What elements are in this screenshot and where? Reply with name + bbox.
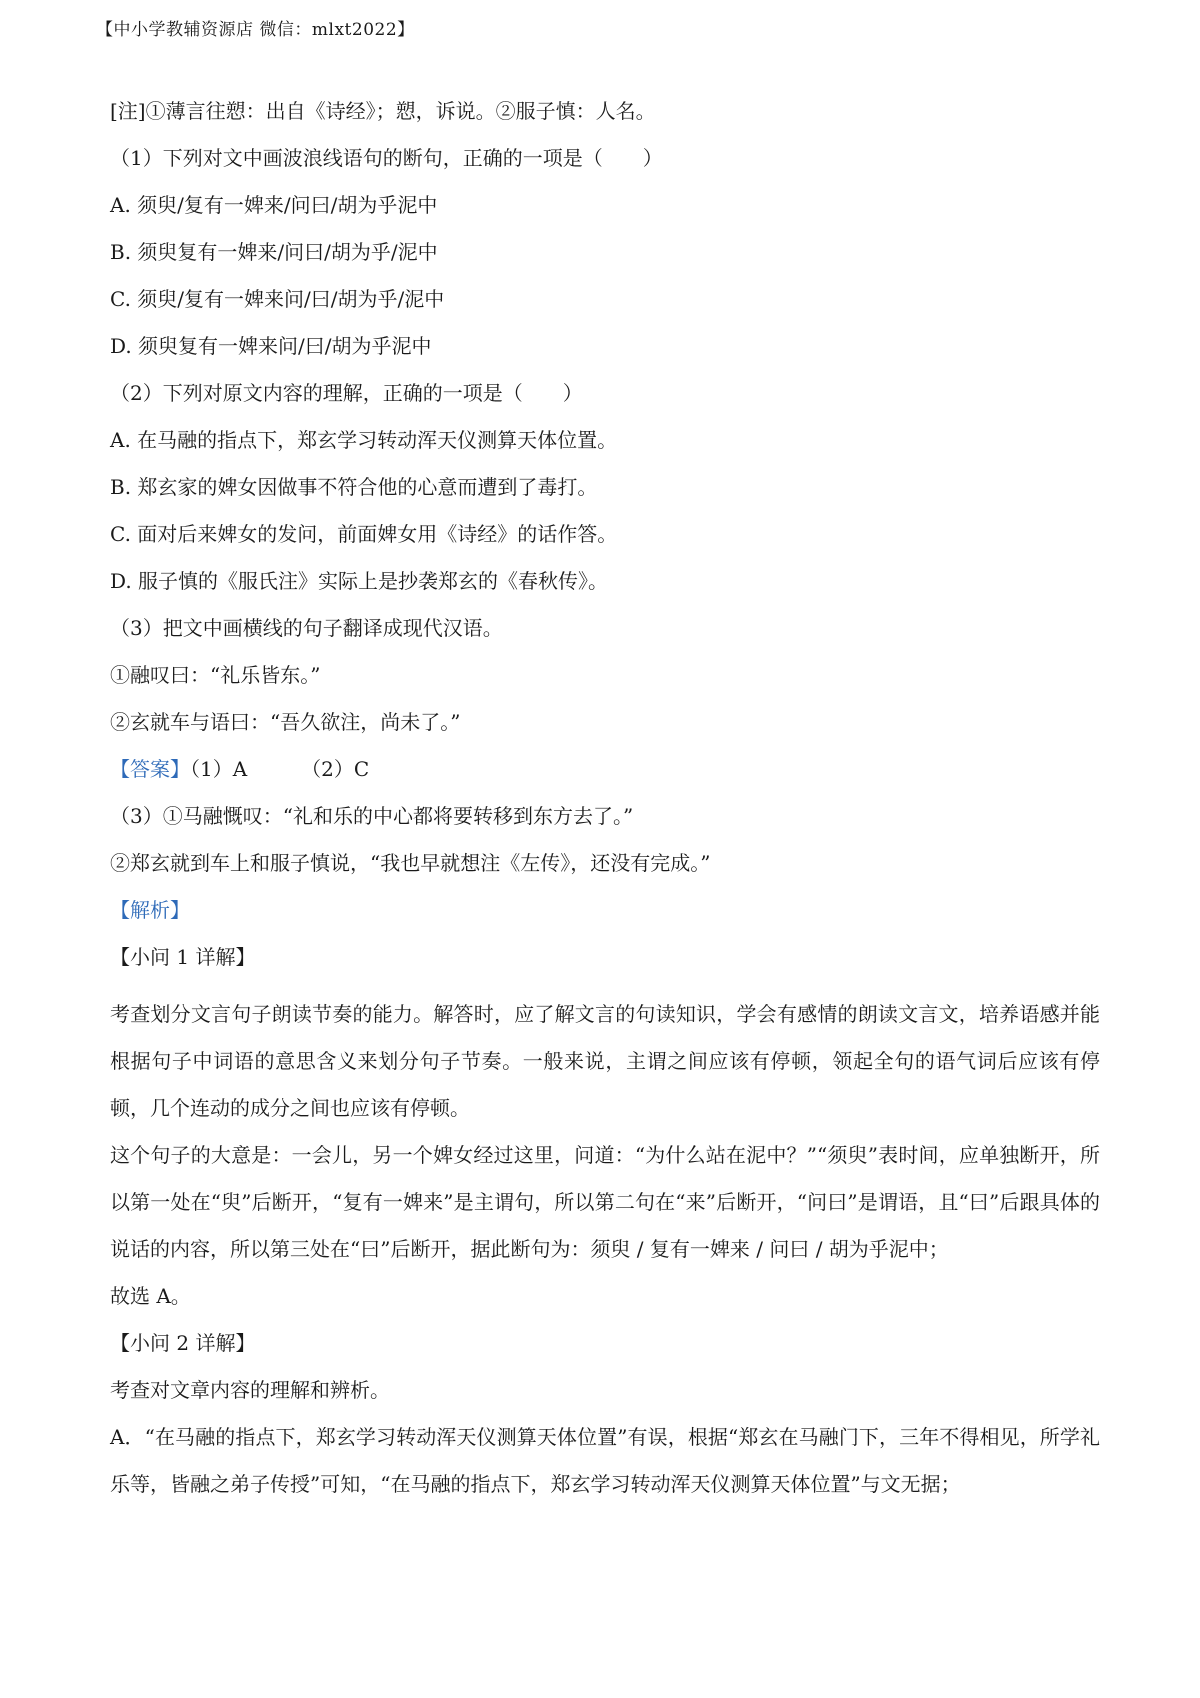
answer-1: （1）A: [190, 757, 248, 781]
subquestion-1-title: 【小问 1 详解】: [110, 945, 256, 969]
header-note: 【中小学教辅资源店 微信：mlxt2022】: [96, 20, 415, 40]
analysis-label: 【解析】: [110, 898, 190, 922]
answer-3-line-1: （3）①马融慨叹：“礼和乐的中心都将要转移到东方去了。”: [110, 804, 634, 828]
subquestion-1-paragraph-1: 考查划分文言句子朗读节奏的能力。解答时，应了解文言的句读知识，学会有感情的朗读文言文，培养语感并能根据句子中词语的意思含义来划分句子节奏。一般来说，主谓之间应该有停顿，领起全句的语气词后应该有停顿，几个连动的成分之间也应该有停顿。: [110, 1002, 1100, 1120]
document-body: [110, 98, 1100, 1508]
annotation-note: [注]①薄言往愬：出自《诗经》；愬，诉说。②服子慎：人名。: [110, 99, 656, 123]
answer-2: （2）C: [301, 757, 370, 781]
answer-3-line-2: ②郑玄就到车上和服子慎说，“我也早就想注《左传》，还没有完成。”: [110, 851, 711, 875]
question-1-option-b: B. 须臾复有一婢来/问曰/胡为乎/泥中: [110, 240, 438, 264]
question-2-option-d: D. 服子慎的《服氏注》实际上是抄袭郑玄的《春秋传》。: [110, 569, 609, 593]
subquestion-2-paragraph-1: 考查对文章内容的理解和辨析。: [110, 1378, 390, 1402]
subquestion-1-paragraph-2: 这个句子的大意是：一会儿，另一个婢女经过这里，问道：“为什么站在泥中？”“须臾”表时间，应单独断开，所以第一处在“臾”后断开，“复有一婢来”是主谓句，所以第二句在“来”后断开，“问曰”是谓语，且“曰”后跟具体的说话的内容，所以第三处在“曰”后断开，据此断句为：须臾 / 复有一婢来 / 问曰 / 胡为乎泥中；: [110, 1143, 1100, 1261]
subquestion-2-paragraph-2: A．“在马融的指点下，郑玄学习转动浑天仪测算天体位置”有误，根据“郑玄在马融门下，三年不得相见，所学礼乐等，皆融之弟子传授”可知，“在马融的指点下，郑玄学习转动浑天仪测算天体位置”与文无据；: [110, 1425, 1100, 1496]
question-1-option-a: A. 须臾/复有一婢来/问曰/胡为乎泥中: [110, 193, 438, 217]
question-2-option-c: C. 面对后来婢女的发问，前面婢女用《诗经》的话作答。: [110, 522, 618, 546]
answer-line: [110, 756, 1100, 782]
question-3-sentence-2: ②玄就车与语曰：“吾久欲注，尚未了。”: [110, 710, 461, 734]
question-3-stem: （3）把文中画横线的句子翻译成现代汉语。: [110, 616, 503, 640]
question-2-option-a: A. 在马融的指点下，郑玄学习转动浑天仪测算天体位置。: [110, 428, 618, 452]
question-2-stem: （2）下列对原文内容的理解，正确的一项是（ ）: [110, 381, 583, 405]
answer-label: 【答案】: [110, 757, 190, 781]
question-1-option-c: C. 须臾/复有一婢来问/曰/胡为乎/泥中: [110, 287, 445, 311]
question-3-sentence-1: ①融叹曰：“礼乐皆东。”: [110, 663, 321, 687]
subquestion-2-title: 【小问 2 详解】: [110, 1331, 256, 1355]
question-1-option-d: D. 须臾复有一婢来问/曰/胡为乎泥中: [110, 334, 432, 358]
subquestion-1-conclusion: 故选 A。: [110, 1284, 191, 1308]
question-1-stem: （1）下列对文中画波浪线语句的断句，正确的一项是（ ）: [110, 146, 663, 170]
question-2-option-b: B. 郑玄家的婢女因做事不符合他的心意而遭到了毒打。: [110, 475, 598, 499]
